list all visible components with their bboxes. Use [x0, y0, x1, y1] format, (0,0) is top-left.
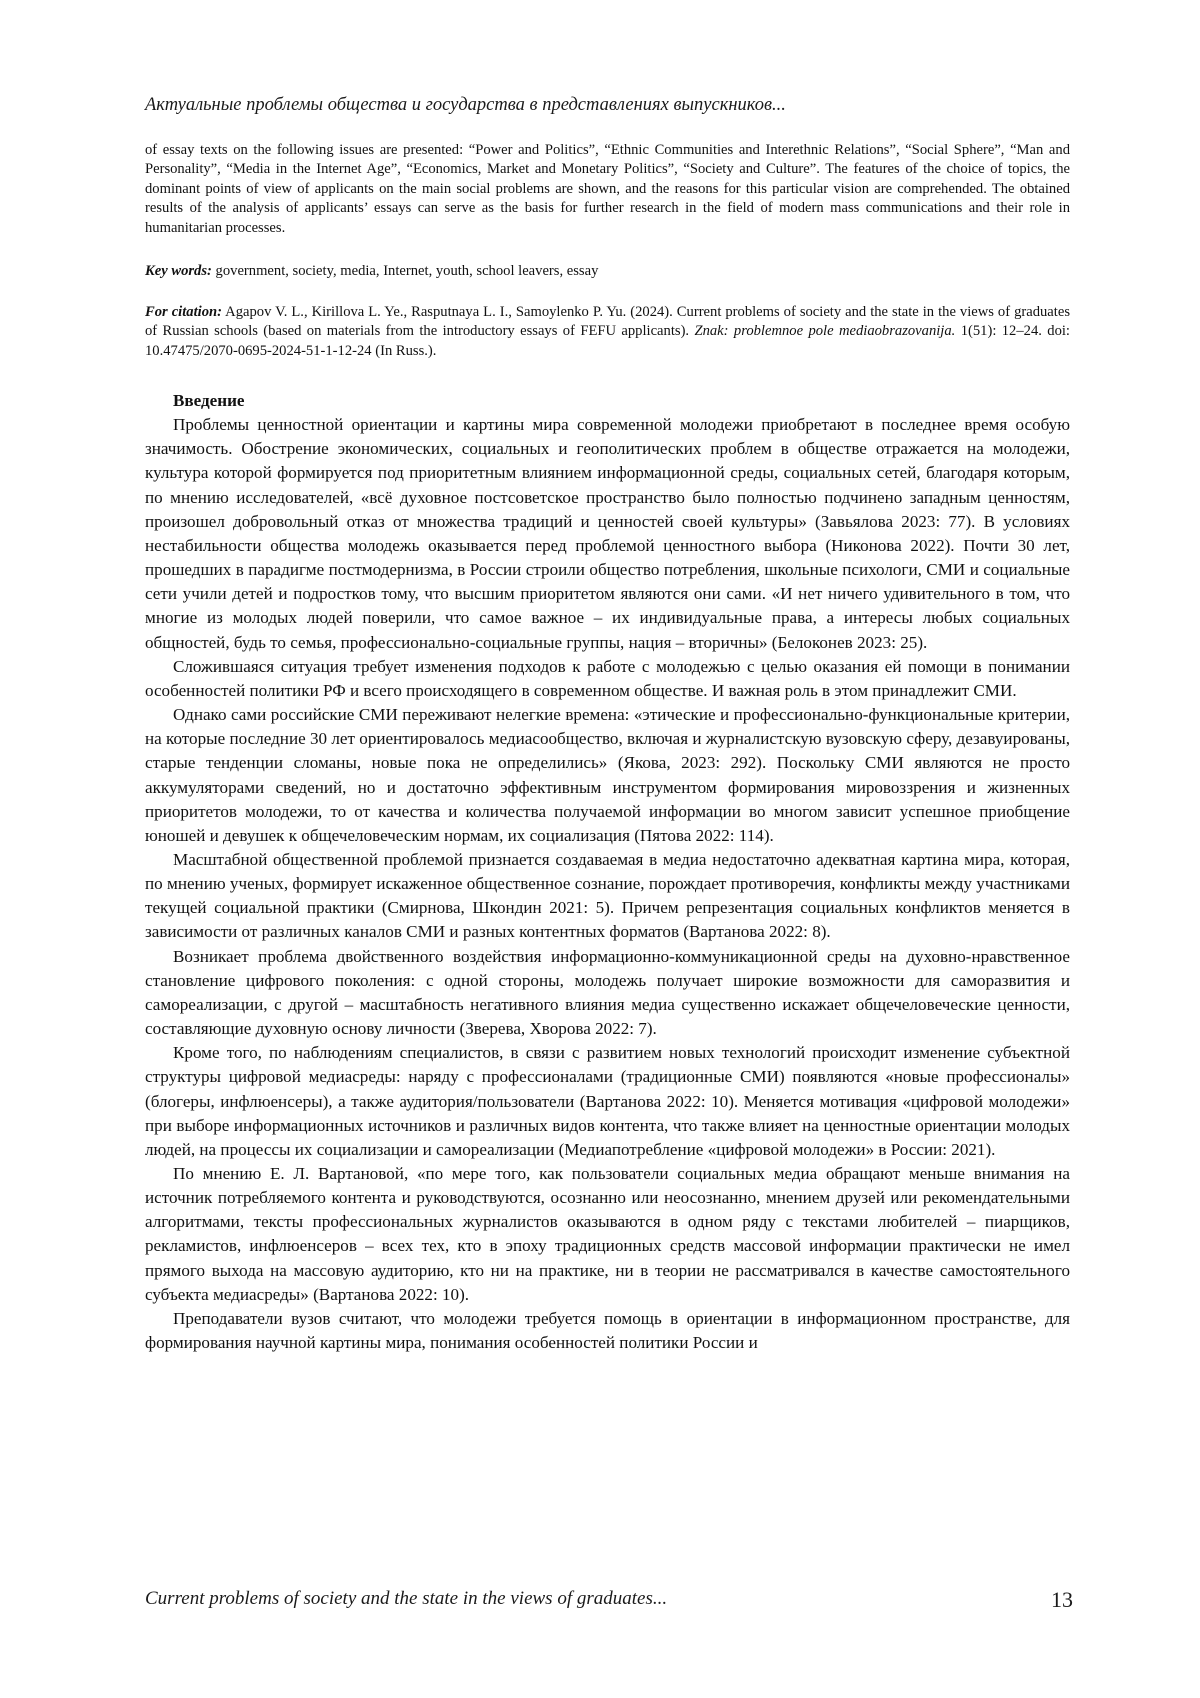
- abstract-text: of essay texts on the following issues are presented: “Power and Politics”, “Ethnic Communities and Interethnic Relations”, “Social Sphere”, “Man and Personality”, “Media in the Internet Age”, “Economics, Market and Monetary Politics”, “Society and Culture”. The features of the choice of topics, the dominant points of view of applicants on the main social problems are shown, and the reasons for this particular vision are comprehended. The obtained results of the analysis of applicants’ essays can serve as the basis for further research in the field of modern mass communications and their role in humanitarian processes.: [145, 142, 1070, 236]
- paragraph: Проблемы ценностной ориентации и картины мира современной молодежи приобретают в последнее время особую значимость. Обострение экономических, социальных и геополитических проблем в обществе отражается на молодежи, культура которой формируется под приоритетным влиянием информационной среды, социальных сетей, благодаря которым, по мнению исследователей, «всё духовное постсоветское пространство было полностью подчинено западным ценностям, произошел добровольный отказ от множества традиций и ценностей своей культуры» (Завьялова 2023: 77). В условиях нестабильности общества молодежь оказывается перед проблемой ценностного выбора (Никонова 2022). Почти 30 лет, прошедших в парадигме постмодернизма, в России строили общество потребления, школьные психологи, СМИ и социальные сети учили детей и подростков тому, что высшим приоритетом являются они сами. «И нет ничего удивительного в том, что многие из молодых людей поверили, что самое важное – их индивидуальные права, а интересы любых социальных общностей, будь то семья, профессионально-социальные группы, нация – вторичны» (Белоконев 2023: 25).: [145, 415, 1070, 652]
- citation-text: Agapov V. L., Kirillova L. Ye., Rasputnaya L. I., Samoylenko P. Yu. (2024). Current problems of society and the state in the views of graduates of Russian schools (based on materials from the introductory essays of FEFU applicants).: [145, 304, 1070, 340]
- page-number: 13: [1051, 1587, 1073, 1612]
- running-head: Актуальные проблемы общества и государства в представлениях выпускников...: [145, 95, 786, 115]
- paragraph: Масштабной общественной проблемой признается создаваемая в медиа недостаточно адекватная картина мира, которая, по мнению ученых, формирует искаженное общественное сознание, порождает противоречия, конфликты между участниками текущей социальной практики (Смирнова, Шкондин 2021: 5). Причем репрезентация социальных конфликтов меняется в зависимости от различных каналов СМИ и разных контентных форматов (Вартанова 2022: 8).: [145, 849, 1070, 942]
- keywords-text: government, society, media, Internet, youth, school leavers, essay: [215, 263, 599, 279]
- keywords: [145, 262, 1070, 281]
- paragraph: По мнению Е. Л. Вартановой, «по мере того, как пользователи социальных медиа обращают меньше внимания на источник потребляемого контента и руководствуются, осознанно или неосознанно, мнением друзей или рекомендательными алгоритмами, тексты профессиональных журналистов оказываются в одном ряду с текстами любителей – пиарщиков, рекламистов, инфлюенсеров – всех тех, кто в эпоху традиционных средств массовой информации практически не имел прямого выхода на массовую аудиторию, кто ни на практике, ни в теории не рассматривался в качестве самостоятельного субъекта медиасреды» (Вартанова 2022: 10).: [145, 1164, 1070, 1304]
- citation: [145, 303, 1070, 361]
- keywords-label: Key words:: [145, 263, 212, 279]
- paragraph: Однако сами российские СМИ переживают нелегкие времена: «этические и профессионально-функциональные критерии, на которые последние 30 лет ориентировалось медиасообщество, включая и журналистскую вузовскую сферу, дезавуированы, старые тенденции сломаны, новые пока не определились» (Якова, 2023: 292). Поскольку СМИ являются не просто аккумуляторами сведений, но и достаточно эффективным инструментом формирования мировоззрения и жизненных приоритетов молодежи, то от качества и количества получаемой информации во многом зависит успешное приобщение юношей и девушек к общечеловеческим нормам, их социализация (Пятова 2022: 114).: [145, 705, 1070, 845]
- main-section: [145, 389, 1070, 1355]
- paragraph: Преподаватели вузов считают, что молодежи требуется помощь в ориентации в информационном пространстве, для формирования научной картины мира, понимания особенностей политики России и: [145, 1308, 1070, 1353]
- citation-tail: 1(51): 12–24. doi: 10.47475/2070-0695-2024-51-1-12-24 (In Russ.).: [145, 323, 1070, 359]
- citation-label: For citation:: [145, 304, 222, 320]
- citation-journal: Znak: problemnoe pole mediaobrazovanija.: [694, 323, 956, 340]
- paragraph: Сложившаяся ситуация требует изменения подходов к работе с молодежью с целью оказания ей помощи в понимании особенностей политики РФ и всего происходящего в современном обществе. И важная роль в этом принадлежит СМИ.: [145, 656, 1070, 700]
- running-foot: Current problems of society and the state in the views of graduates...: [145, 1588, 668, 1609]
- paragraph: Кроме того, по наблюдениям специалистов, в связи с развитием новых технологий происходит изменение субъектной структуры цифровой медиасреды: наряду с профессионалами (традиционные СМИ) появляются «новые профессионалы» (блогеры, инфлюенсеры), а также аудитория/пользователи (Вартанова 2022: 10). Меняется мотивация «цифровой молодежи» при выборе информационных источников и различных видов контента, что также влияет на ценностные ориентации молодых людей, на процессы их социализации и самореализации (Медиапотребление «цифровой молодежи» в России: 2021).: [145, 1043, 1070, 1159]
- section-heading: Введение: [173, 391, 245, 410]
- paragraph: Возникает проблема двойственного воздействия информационно-коммуникационной среды на духовно-нравственное становление цифрового поколения: с одной стороны, молодежь получает широкие возможности для саморазвития и самореализации, с другой – масштабность негативного влияния медиа существенно искажает общечеловеческие ценности, составляющие духовную основу личности (Зверева, Хворова 2022: 7).: [145, 946, 1070, 1039]
